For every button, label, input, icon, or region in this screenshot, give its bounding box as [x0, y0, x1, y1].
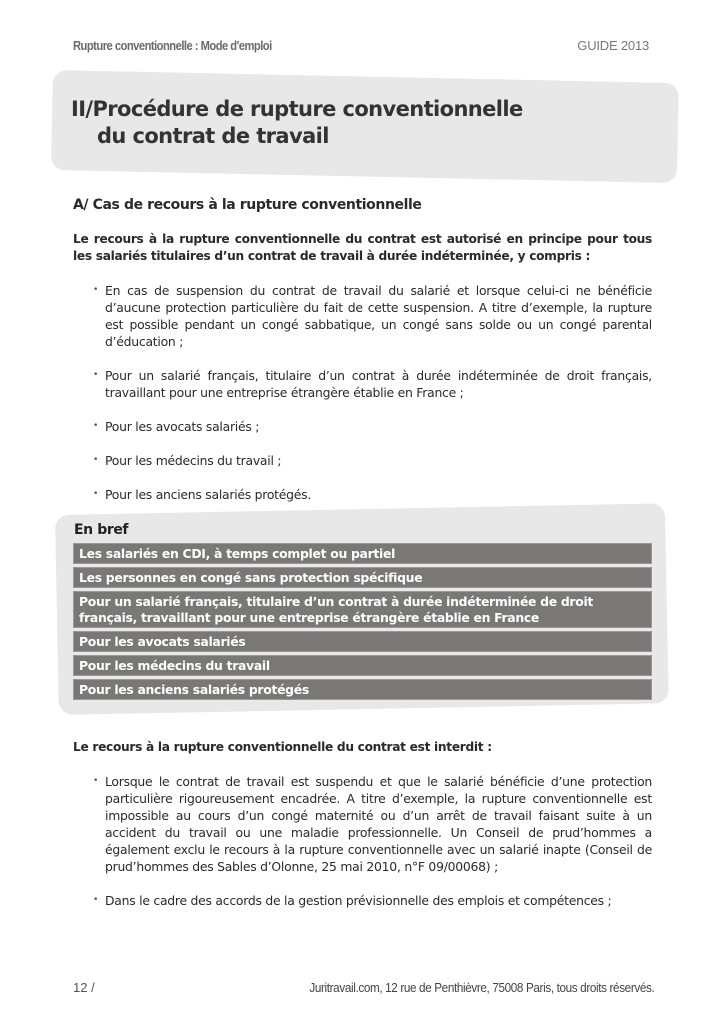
list-item: • Pour les médecins du travail ; — [93, 452, 652, 469]
list-item: • Pour un salarié français, titulaire d’un contrat à durée indéterminée de droit français, travaillant pour une entreprise étrangère établie en France ; — [93, 367, 652, 401]
section-a-intro: Le recours à la rupture conventionnelle du contrat est autorisé en principe pour tous les salariés titulaires d’un contrat de travail à durée indéterminée, y compris : — [73, 232, 652, 263]
en-bref-item: Pour un salarié français, titulaire d’un contrat à durée indéterminée de droit français, travaillant pour une entreprise étrangère établie en France — [73, 591, 652, 628]
page-title-line-2: du contrat de travail — [97, 124, 329, 148]
list-item: • Lorsque le contrat de travail est suspendu et que le salarié bénéficie d’une protection particulière rigoureusement encadrée. A titre d’exemple, la rupture conventionnelle est impossible au cours d’un congé maternité ou d’un arrêt de travail faisant suite à un accident du travail ou une maladie professionnelle. Un Conseil de prud’hommes a également exclu le recours à la rupture conventionnelle avec un salarié inapte (Conseil de prud’hommes des Sables d’Olonne, 25 mai 2010, n°F 09/00068) ; — [93, 773, 652, 875]
allowed-cases-list — [93, 282, 652, 520]
forbidden-heading: Le recours à la rupture conventionnelle du contrat est interdit : — [73, 740, 492, 754]
en-bref-title: En bref — [74, 522, 129, 538]
footer-publisher: Juritravail.com, 12 rue de Penthièvre, 75008 Paris, tous droits réservés. — [308, 980, 654, 995]
section-a-heading: A/ Cas de recours à la rupture conventionnelle — [73, 197, 422, 213]
en-bref-item: Pour les anciens salariés protégés — [73, 679, 652, 700]
en-bref-item: Pour les avocats salariés — [73, 631, 652, 652]
page-number: 12 / — [73, 980, 95, 995]
list-item: • Pour les anciens salariés protégés. — [93, 486, 652, 503]
running-header-title: Rupture conventionnelle : Mode d'emploi — [73, 38, 272, 53]
en-bref-item: Pour les médecins du travail — [73, 655, 652, 676]
forbidden-cases-list — [93, 773, 652, 926]
en-bref-item: Les personnes en congé sans protection spécifique — [73, 567, 652, 588]
list-item: • En cas de suspension du contrat de travail du salarié et lorsque celui-ci ne bénéficie d’aucune protection particulière du fait de cette suspension. A titre d’exemple, la rupture est possible pendant un congé sabbatique, un congé sans solde ou un congé parental d’éducation ; — [93, 282, 652, 350]
page-title-line-1: II/Procédure de rupture conventionnelle — [71, 97, 523, 121]
running-header-guide: GUIDE 2013 — [577, 38, 649, 53]
page-title — [71, 96, 523, 150]
list-item: • Pour les avocats salariés ; — [93, 418, 652, 435]
en-bref-list — [73, 543, 652, 703]
list-item: • Dans le cadre des accords de la gestion prévisionnelle des emplois et compétences ; — [93, 892, 652, 909]
en-bref-item: Les salariés en CDI, à temps complet ou partiel — [73, 543, 652, 564]
